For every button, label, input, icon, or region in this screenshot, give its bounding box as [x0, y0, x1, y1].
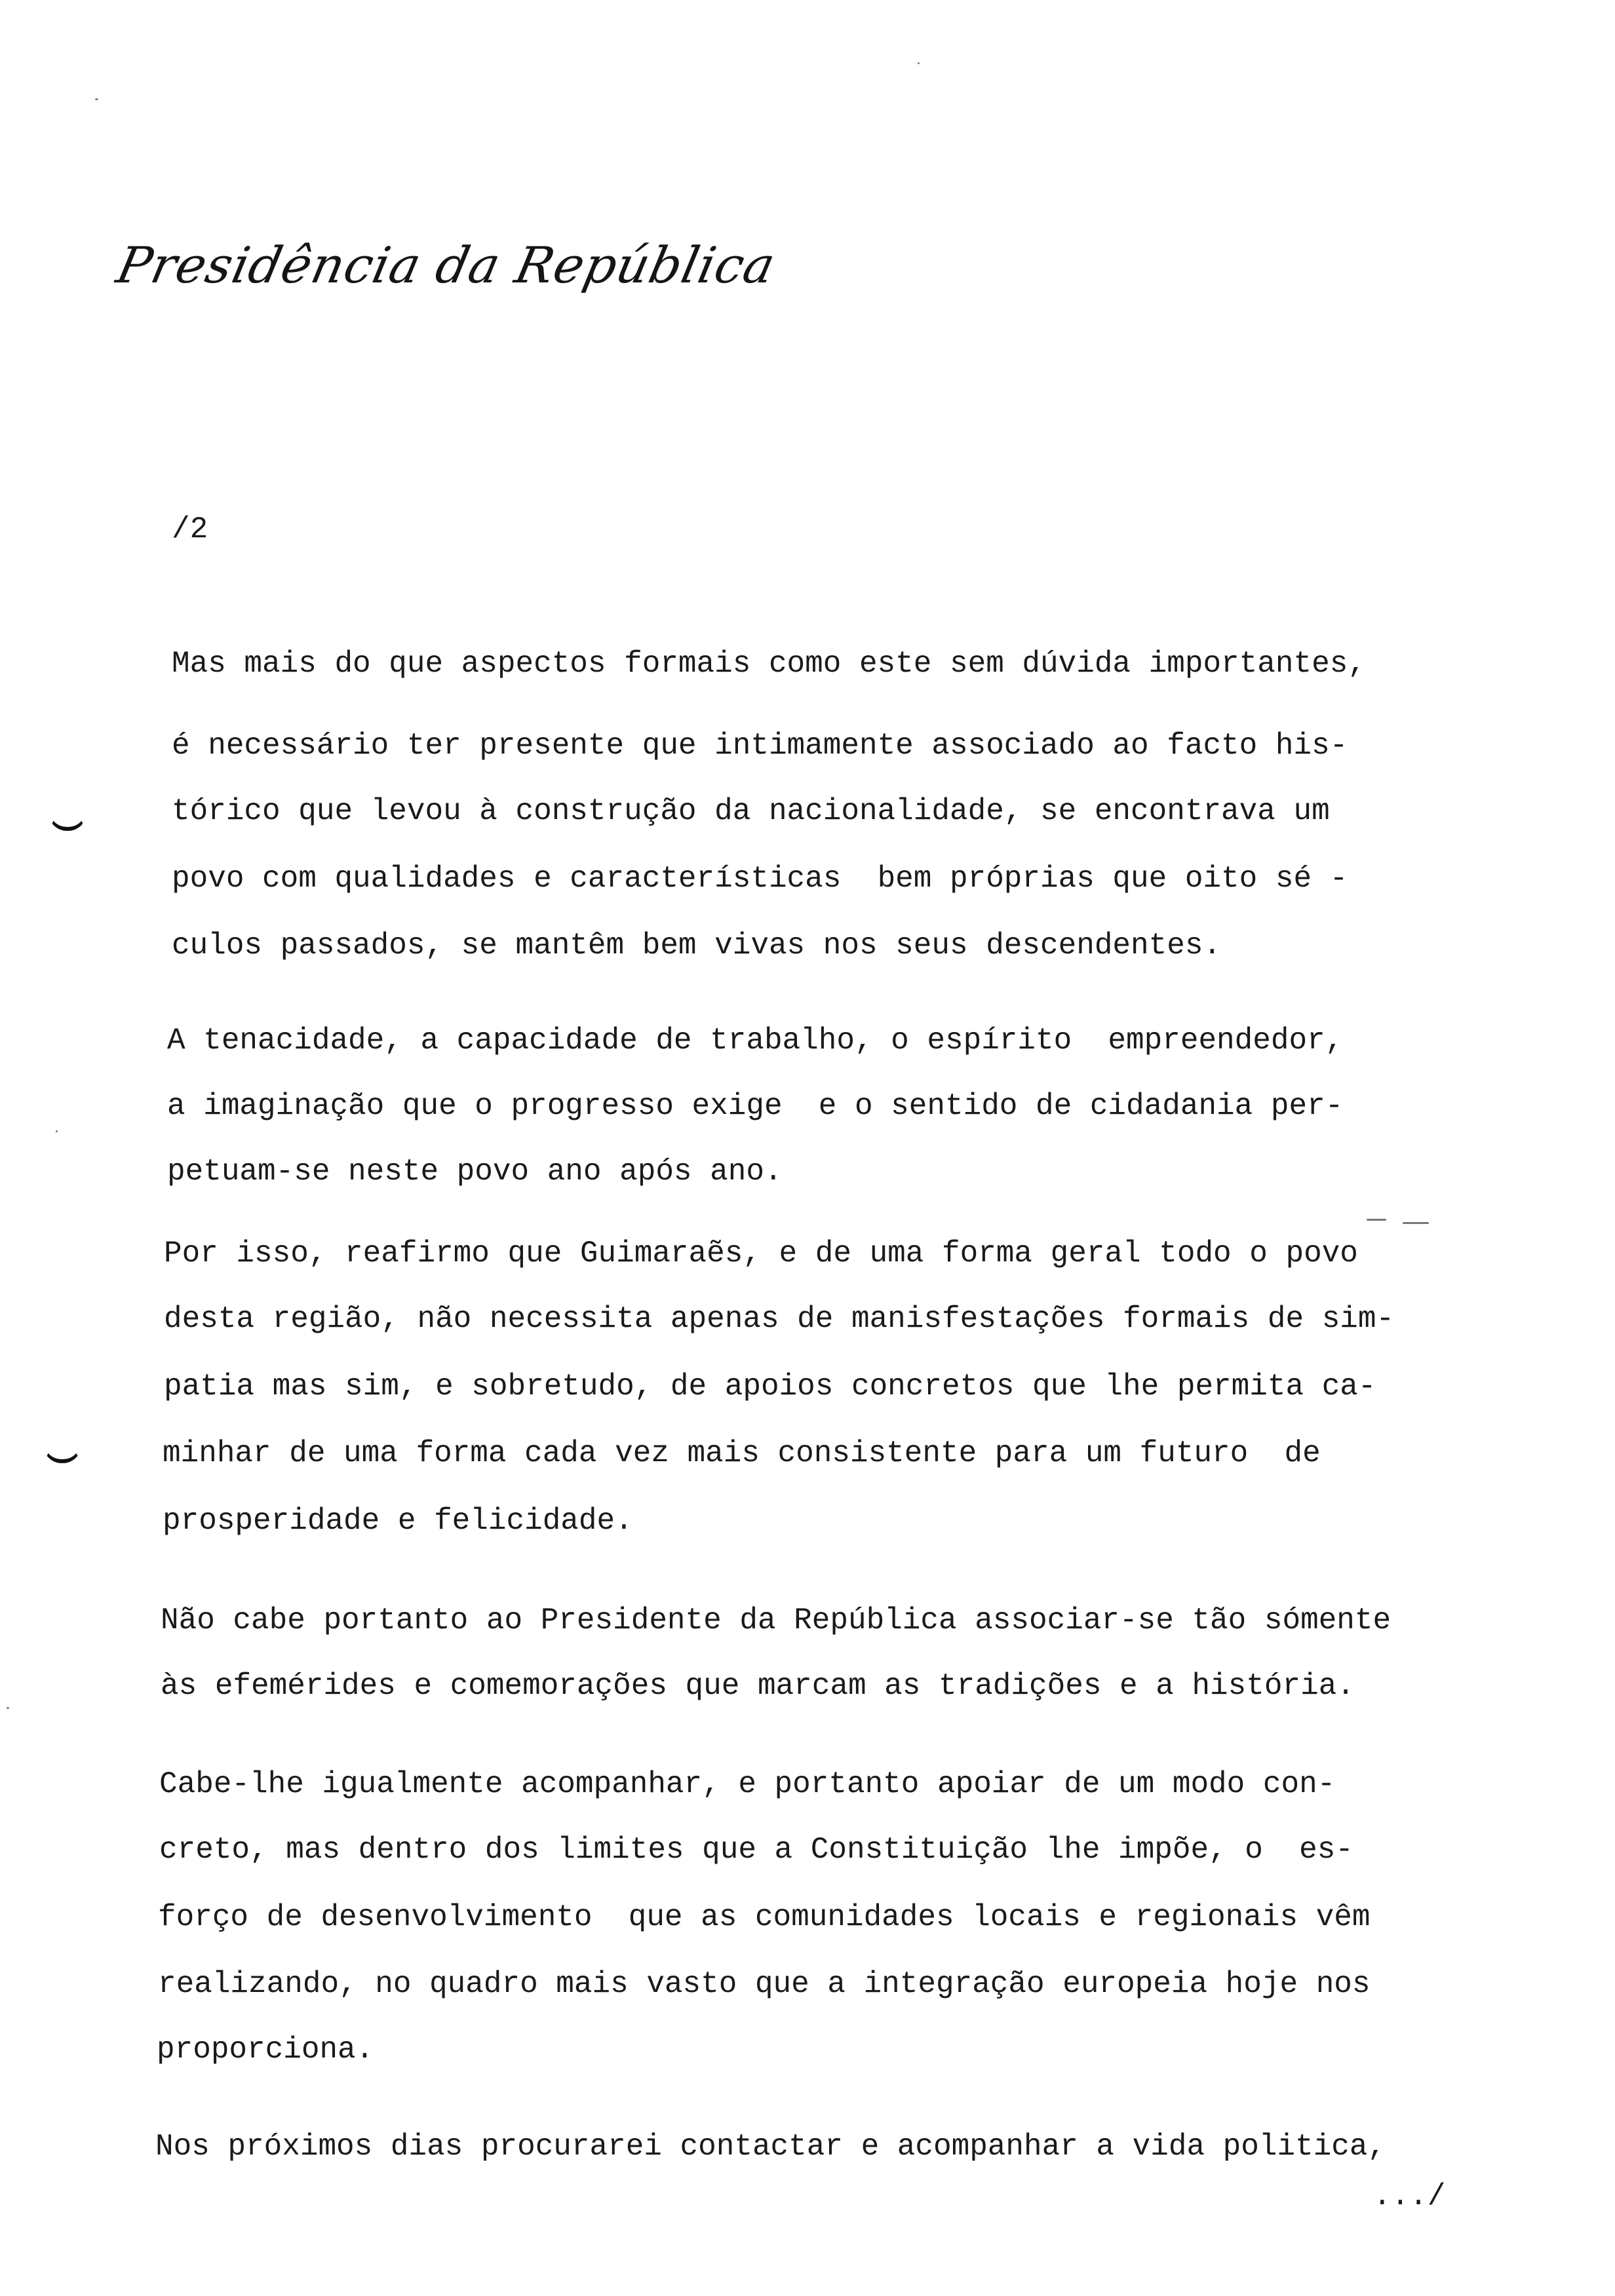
body-line: prosperidade e felicidade. — [163, 1504, 633, 1538]
scan-speck — [1403, 1222, 1429, 1224]
body-line: realizando, no quadro mais vasto que a integração europeia hoje nos — [158, 1967, 1371, 2001]
body-line: Não cabe portanto ao Presidente da República associar-se tão sómente — [161, 1603, 1391, 1637]
scan-speck — [1367, 1219, 1386, 1221]
body-line: às efemérides e comemorações que marcam as tradições e a história. — [161, 1669, 1355, 1703]
body-line: é necessário ter presente que intimamente associado ao facto his- — [172, 729, 1348, 763]
scan-speck — [95, 98, 98, 100]
body-line: tórico que levou à construção da nacionalidade, se encontrava um — [172, 794, 1330, 828]
body-line: culos passados, se mantêm bem vivas nos seus descendentes. — [172, 928, 1222, 963]
continuation-mark: .../ — [1373, 2179, 1446, 2213]
scan-speck — [56, 1130, 58, 1132]
body-line: forço de desenvolvimento que as comunidades locais e regionais vêm — [158, 1900, 1371, 1934]
body-line: desta região, não necessita apenas de manisfestações formais de sim- — [164, 1302, 1395, 1336]
body-line: Nos próximos dias procurarei contactar e acompanhar a vida politica, — [155, 2130, 1386, 2164]
body-line: patia mas sim, e sobretudo, de apoios concretos que lhe permita ca- — [164, 1369, 1376, 1404]
body-line: proporciona. — [157, 2033, 374, 2067]
body-line: Por isso, reafirmo que Guimaraẽs, e de uma forma geral todo o povo — [164, 1236, 1358, 1271]
body-line: Mas mais do que aspectos formais como este sem dúvida importantes, — [172, 647, 1366, 681]
scan-speck — [918, 62, 920, 64]
body-line: Cabe-lhe igualmente acompanhar, e portanto apoiar de um modo con- — [159, 1767, 1336, 1801]
scan-speck — [7, 1707, 9, 1709]
body-line: minhar de uma forma cada vez mais consistente para um futuro de — [163, 1436, 1321, 1470]
body-line: A tenacidade, a capacidade de trabalho, o espírito empreendedor, — [167, 1024, 1344, 1058]
margin-tick-mark — [43, 1445, 81, 1463]
body-line: a imaginação que o progresso exige e o sentido de cidadania per- — [167, 1089, 1344, 1123]
body-line: creto, mas dentro dos limites que a Constituição lhe impõe, o es- — [159, 1833, 1353, 1867]
margin-tick-mark — [49, 813, 87, 831]
page-number: /2 — [172, 512, 208, 546]
body-line: povo com qualidades e características bem próprias que oito sé - — [172, 862, 1348, 896]
letterhead-title: Presidência da República — [111, 236, 781, 294]
body-line: petuam-se neste povo ano após ano. — [167, 1155, 783, 1189]
